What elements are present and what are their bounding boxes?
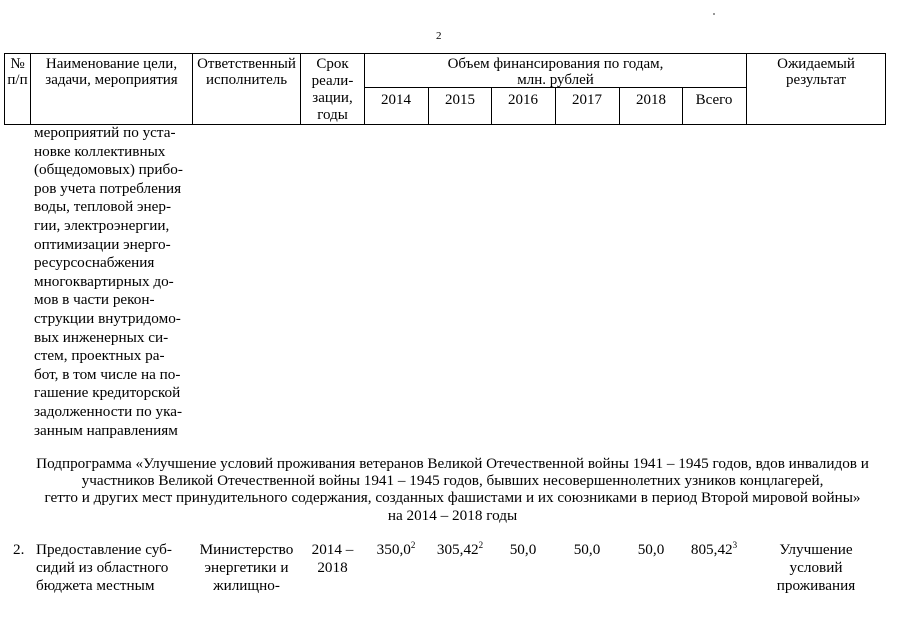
- footnote-mark: 2: [478, 540, 484, 550]
- subprogram-title: Подпрограмма «Улучшение условий проживания ветеранов Великой Отечественной войны 1941 – 1945 годов, вдов инвалидов и участников Великой Отечественной войны 1941 – 1945 годов, бывших несовершеннолетних узников концлагерей, гетто и других мест принудительного содержания, созданных фашистами и их союзниками в период Второй мировой войны» на 2014 – 2018 годы: [36, 455, 869, 524]
- header-responsible: Ответственный исполнитель: [197, 56, 296, 88]
- value-text: 50,0: [509, 541, 537, 558]
- row-expected-result: Улучшение условий проживания: [776, 541, 856, 594]
- value-2018: [619, 541, 683, 559]
- value-2017: [555, 541, 619, 559]
- year-2017: 2017: [572, 92, 602, 108]
- value-2014: [364, 541, 428, 559]
- header-name: Наименование цели, задачи, мероприятия: [45, 56, 178, 88]
- year-2014: 2014: [381, 92, 411, 108]
- year-2015: 2015: [445, 92, 475, 108]
- col-border: [885, 53, 886, 124]
- scan-speck: [713, 13, 715, 15]
- value-text: 350,0: [376, 541, 411, 558]
- value-text: 50,0: [573, 541, 601, 558]
- year-total: Всего: [695, 92, 733, 108]
- table-top-border: [4, 53, 886, 54]
- continued-activity-text: мероприятий по уста- новке коллективных (общедомовых) прибо- ров учета потребления воды, тепловой энер- гии, электроэнергии, оптимизации энерго- ресурсоснабжения многоквартирных до- мов в части рекон- струкции внутридомо- вых инженерных си- стем, проектных ра- бот, в том числе на по- гашение кредиторской задолженности по ука- занным направлениям: [34, 124, 183, 439]
- page-number: 2: [436, 30, 442, 42]
- row-number: 2.: [13, 541, 25, 558]
- year-2016: 2016: [508, 92, 538, 108]
- header-funding: Объем финансирования по годам, млн. рублей: [447, 56, 664, 88]
- header-term: Срок реали- зации, годы: [311, 56, 354, 123]
- value-text: 50,0: [637, 541, 665, 558]
- footnote-mark: 2: [410, 540, 416, 550]
- value-total: [682, 541, 746, 559]
- header-num: № п/п: [7, 56, 28, 88]
- footnote-mark: 3: [732, 540, 738, 550]
- year-2018: 2018: [636, 92, 666, 108]
- row-term: 2014 – 2018: [311, 541, 354, 576]
- value-2016: [491, 541, 555, 559]
- row-responsible: Министерство энергетики и жилищно-: [199, 541, 294, 594]
- row-activity-name: Предоставление суб- сидий из областного бюджета местным: [36, 541, 172, 594]
- value-2015: [428, 541, 492, 559]
- value-text: 805,42: [690, 541, 733, 558]
- value-text: 305,42: [436, 541, 479, 558]
- header-result: Ожидаемый результат: [777, 56, 855, 88]
